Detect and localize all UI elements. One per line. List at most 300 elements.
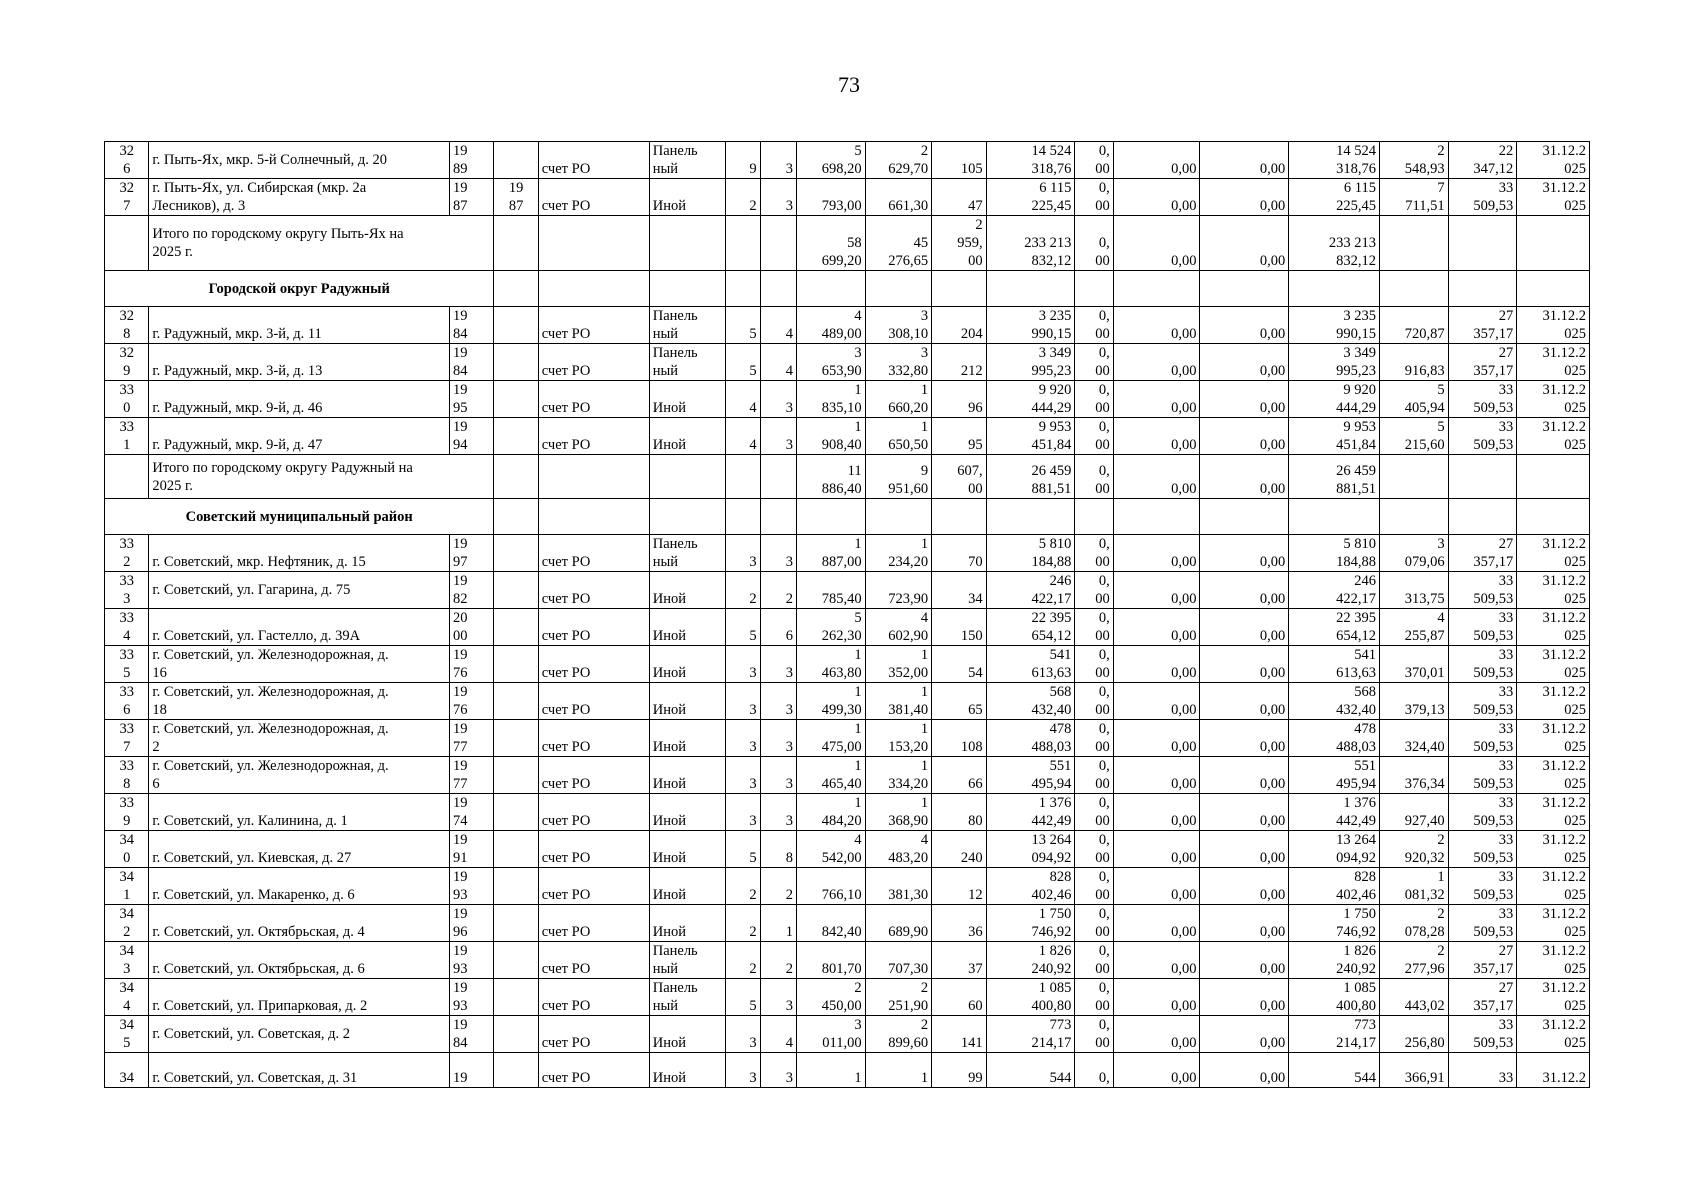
table-cell: счет РО <box>538 794 649 831</box>
table-cell: 2 277,96 <box>1380 942 1449 979</box>
table-cell: 34 <box>105 1053 149 1088</box>
housing-register-table <box>104 141 1590 1088</box>
table-cell: 0, 00 <box>1075 418 1113 455</box>
table-cell: счет РО <box>538 179 649 216</box>
table-cell: 551 495,94 <box>1289 757 1380 794</box>
table-cell <box>538 271 649 307</box>
table-cell: 5 810 184,88 <box>986 535 1075 572</box>
table-cell: счет РО <box>538 942 649 979</box>
table-cell <box>538 455 649 499</box>
table-cell: 773 214,17 <box>986 1016 1075 1053</box>
table-cell <box>865 271 932 307</box>
table-cell: 19 93 <box>450 979 494 1016</box>
table-cell <box>760 216 796 271</box>
address-cell: г. Радужный, мкр. 3-й, д. 11 <box>149 307 450 344</box>
table-cell: 0, 00 <box>1075 868 1113 905</box>
table-cell: 0, 00 <box>1075 344 1113 381</box>
table-cell: 1 465,40 <box>796 757 865 794</box>
table-cell: счет РО <box>538 979 649 1016</box>
table-cell <box>760 455 796 499</box>
table-cell: 3 <box>760 720 796 757</box>
table-cell: Панель ный <box>649 142 726 179</box>
table-cell: 1 475,00 <box>796 720 865 757</box>
address-cell: г. Советский, ул. Железнодорожная, д. 16 <box>149 646 450 683</box>
address-cell: г. Советский, ул. Киевская, д. 27 <box>149 831 450 868</box>
table-cell: 927,40 <box>1380 794 1449 831</box>
table-cell: 3 011,00 <box>796 1016 865 1053</box>
table-cell: 34 5 <box>105 1016 149 1053</box>
table-row <box>105 179 1590 216</box>
table-cell: 3 <box>760 381 796 418</box>
table-cell: 5 262,30 <box>796 609 865 646</box>
table-cell: 31.12.2 025 <box>1517 179 1590 216</box>
table-cell: 1 484,20 <box>796 794 865 831</box>
table-cell: 0,00 <box>1113 535 1200 572</box>
table-cell: 19 87 <box>450 179 494 216</box>
table-cell: Иной <box>649 1053 726 1088</box>
address-cell: г. Советский, ул. Калинина, д. 1 <box>149 794 450 831</box>
table-cell: 31.12.2 025 <box>1517 720 1590 757</box>
table-cell: 5 810 184,88 <box>1289 535 1380 572</box>
table-cell: Иной <box>649 381 726 418</box>
table-cell: 19 77 <box>450 720 494 757</box>
table-cell: 3 <box>760 535 796 572</box>
table-cell: 9 951,60 <box>865 455 932 499</box>
table-cell: 0,00 <box>1200 609 1289 646</box>
table-cell: 773 214,17 <box>1289 1016 1380 1053</box>
table-cell: 33 <box>1448 1053 1517 1088</box>
table-cell: 27 357,17 <box>1448 344 1517 381</box>
table-cell: 661,30 <box>865 179 932 216</box>
table-row <box>105 868 1590 905</box>
table-cell <box>494 572 538 609</box>
table-cell: 0,00 <box>1113 831 1200 868</box>
table-cell: 19 87 <box>494 179 538 216</box>
table-cell: 1 <box>760 905 796 942</box>
table-cell: 1 887,00 <box>796 535 865 572</box>
table-cell: 0,00 <box>1113 905 1200 942</box>
table-cell: 4 <box>760 307 796 344</box>
table-cell: 5 <box>726 609 760 646</box>
table-cell: 3 <box>760 179 796 216</box>
table-cell: 720,87 <box>1380 307 1449 344</box>
table-row <box>105 831 1590 868</box>
table-cell: 22 395 654,12 <box>1289 609 1380 646</box>
table-cell: 707,30 <box>865 942 932 979</box>
table-cell: 0,00 <box>1113 216 1200 271</box>
table-cell: 3 <box>726 720 760 757</box>
table-cell: 31.12.2 025 <box>1517 942 1590 979</box>
table-cell <box>494 535 538 572</box>
table-cell: 19 74 <box>450 794 494 831</box>
address-cell: г. Советский, ул. Макаренко, д. 6 <box>149 868 450 905</box>
table-cell: 31.12.2 025 <box>1517 794 1590 831</box>
table-cell: 324,40 <box>1380 720 1449 757</box>
table-cell: 45 276,65 <box>865 216 932 271</box>
table-cell: 0, 00 <box>1075 942 1113 979</box>
table-cell: 4 602,90 <box>865 609 932 646</box>
total-label: Итого по городскому округу Радужный на 2025 г. <box>149 455 494 499</box>
table-row <box>105 683 1590 720</box>
table-body <box>105 142 1590 1088</box>
table-cell: 2 920,32 <box>1380 831 1449 868</box>
table-cell: 3 <box>760 757 796 794</box>
table-cell <box>1448 216 1517 271</box>
table-row <box>105 344 1590 381</box>
table-cell: 33 509,53 <box>1448 609 1517 646</box>
address-cell: г. Советский, ул. Гагарина, д. 75 <box>149 572 450 609</box>
address-cell: г. Советский, ул. Припарковая, д. 2 <box>149 979 450 1016</box>
table-cell <box>726 499 760 535</box>
table-cell: 0,00 <box>1200 720 1289 757</box>
table-cell: 0,00 <box>1200 831 1289 868</box>
table-cell: 11 886,40 <box>796 455 865 499</box>
table-cell: 916,83 <box>1380 344 1449 381</box>
table-cell: счет РО <box>538 1016 649 1053</box>
table-cell: 0,00 <box>1113 418 1200 455</box>
table-row <box>105 535 1590 572</box>
table-cell: 1 826 240,92 <box>986 942 1075 979</box>
table-cell: 0,00 <box>1200 942 1289 979</box>
table-cell <box>1289 271 1380 307</box>
table-cell: 2 078,28 <box>1380 905 1449 942</box>
table-cell: 1 826 240,92 <box>1289 942 1380 979</box>
table-cell: 0, 00 <box>1075 720 1113 757</box>
table-cell: 19 95 <box>450 381 494 418</box>
table-cell: Панель ный <box>649 344 726 381</box>
table-row <box>105 572 1590 609</box>
table-cell: 33 7 <box>105 720 149 757</box>
table-row <box>105 757 1590 794</box>
table-cell: 2 548,93 <box>1380 142 1449 179</box>
table-cell: 0, 00 <box>1075 683 1113 720</box>
table-cell: 105 <box>932 142 986 179</box>
table-cell: 65 <box>932 683 986 720</box>
table-cell: 0, 00 <box>1075 979 1113 1016</box>
table-cell <box>796 271 865 307</box>
table-cell <box>494 794 538 831</box>
table-cell: 0,00 <box>1113 979 1200 1016</box>
table-cell: 13 264 094,92 <box>1289 831 1380 868</box>
table-cell: 551 495,94 <box>986 757 1075 794</box>
table-cell: 2 <box>760 942 796 979</box>
section-header-row <box>105 499 1590 535</box>
table-cell: 0, 00 <box>1075 455 1113 499</box>
section-title: Советский муниципальный район <box>105 499 494 535</box>
table-cell: 9 <box>726 142 760 179</box>
table-cell: 33 509,53 <box>1448 418 1517 455</box>
table-cell <box>1380 216 1449 271</box>
section-title: Городской округ Радужный <box>105 271 494 307</box>
table-cell <box>494 344 538 381</box>
table-cell <box>1517 455 1590 499</box>
table-cell: Иной <box>649 868 726 905</box>
table-cell: 19 77 <box>450 757 494 794</box>
table-cell: 366,91 <box>1380 1053 1449 1088</box>
table-cell <box>494 757 538 794</box>
table-cell: 1 <box>865 1053 932 1088</box>
table-cell: 0, 00 <box>1075 535 1113 572</box>
table-cell <box>494 868 538 905</box>
table-cell <box>1289 499 1380 535</box>
table-cell: 33 509,53 <box>1448 572 1517 609</box>
table-cell: 1 376 442,49 <box>1289 794 1380 831</box>
table-cell: 3 <box>760 142 796 179</box>
table-cell: 19 76 <box>450 683 494 720</box>
table-cell: 4 483,20 <box>865 831 932 868</box>
table-cell: 1 334,20 <box>865 757 932 794</box>
table-cell: 4 255,87 <box>1380 609 1449 646</box>
table-cell: 22 395 654,12 <box>986 609 1075 646</box>
table-cell: 31.12.2 025 <box>1517 381 1590 418</box>
table-cell: 150 <box>932 609 986 646</box>
table-cell: 34 4 <box>105 979 149 1016</box>
table-cell: 246 422,17 <box>986 572 1075 609</box>
section-header-row <box>105 271 1590 307</box>
table-cell <box>494 609 538 646</box>
table-cell: 3 <box>760 646 796 683</box>
table-cell: 0,00 <box>1113 307 1200 344</box>
table-cell: 0,00 <box>1200 307 1289 344</box>
table-cell <box>494 455 538 499</box>
table-cell: 3 <box>726 535 760 572</box>
table-cell: 9 953 451,84 <box>1289 418 1380 455</box>
table-cell: 33 6 <box>105 683 149 720</box>
table-cell: 766,10 <box>796 868 865 905</box>
table-cell: 19 84 <box>450 344 494 381</box>
table-cell: 22 347,12 <box>1448 142 1517 179</box>
table-cell: 478 488,03 <box>986 720 1075 757</box>
table-cell: счет РО <box>538 142 649 179</box>
table-cell: 20 00 <box>450 609 494 646</box>
table-cell: 27 357,17 <box>1448 942 1517 979</box>
table-cell: 5 <box>726 979 760 1016</box>
table-cell: 4 489,00 <box>796 307 865 344</box>
table-cell: 31.12.2 <box>1517 1053 1590 1088</box>
table-cell: 0,00 <box>1200 216 1289 271</box>
table-cell <box>494 831 538 868</box>
table-cell: 19 94 <box>450 418 494 455</box>
table-cell: Иной <box>649 418 726 455</box>
table-cell: 70 <box>932 535 986 572</box>
table-cell <box>538 499 649 535</box>
table-cell: 0, 00 <box>1075 216 1113 271</box>
table-cell: 19 93 <box>450 868 494 905</box>
table-cell: 0,00 <box>1200 142 1289 179</box>
table-cell <box>1075 271 1113 307</box>
table-cell: 34 <box>932 572 986 609</box>
table-cell: 0,00 <box>1200 1016 1289 1053</box>
table-cell: 2 <box>726 942 760 979</box>
table-cell: 31.12.2 025 <box>1517 646 1590 683</box>
table-cell: 3 <box>726 646 760 683</box>
table-cell: 5 <box>726 831 760 868</box>
table-cell: 0, 00 <box>1075 794 1113 831</box>
table-cell: 3 <box>760 418 796 455</box>
address-cell: г. Советский, ул. Октябрьская, д. 4 <box>149 905 450 942</box>
table-cell <box>494 646 538 683</box>
table-cell <box>494 216 538 271</box>
table-cell: 33 509,53 <box>1448 905 1517 942</box>
table-row <box>105 609 1590 646</box>
table-cell: 60 <box>932 979 986 1016</box>
table-cell: 0,00 <box>1113 720 1200 757</box>
table-cell <box>494 720 538 757</box>
table-cell: 723,90 <box>865 572 932 609</box>
table-cell: 2 <box>760 572 796 609</box>
table-cell: 1 750 746,92 <box>1289 905 1380 942</box>
table-cell: 0,00 <box>1113 142 1200 179</box>
table-row <box>105 418 1590 455</box>
table-cell: 13 264 094,92 <box>986 831 1075 868</box>
table-cell: Панель ный <box>649 979 726 1016</box>
table-cell: 19 84 <box>450 307 494 344</box>
table-cell: 0,00 <box>1200 757 1289 794</box>
table-cell <box>1113 271 1200 307</box>
table-cell: 33 509,53 <box>1448 720 1517 757</box>
table-cell: 31.12.2 025 <box>1517 1016 1590 1053</box>
table-cell: Иной <box>649 609 726 646</box>
address-cell: г. Радужный, мкр. 9-й, д. 46 <box>149 381 450 418</box>
table-cell <box>796 499 865 535</box>
table-cell: 0, 00 <box>1075 381 1113 418</box>
table-cell: 544 <box>986 1053 1075 1088</box>
table-cell: 5 405,94 <box>1380 381 1449 418</box>
table-cell: Иной <box>649 683 726 720</box>
table-cell: 31.12.2 025 <box>1517 142 1590 179</box>
table-cell <box>649 455 726 499</box>
table-cell: 233 213 832,12 <box>1289 216 1380 271</box>
table-cell: 34 3 <box>105 942 149 979</box>
table-cell: 0,00 <box>1200 683 1289 720</box>
table-cell: 6 115 225,45 <box>1289 179 1380 216</box>
table-cell <box>1448 499 1517 535</box>
table-cell: 370,01 <box>1380 646 1449 683</box>
table-cell: 14 524 318,76 <box>986 142 1075 179</box>
table-cell: 7 711,51 <box>1380 179 1449 216</box>
table-cell: 785,40 <box>796 572 865 609</box>
address-cell: г. Советский, ул. Гастелло, д. 39А <box>149 609 450 646</box>
table-cell: 212 <box>932 344 986 381</box>
table-cell: 33 509,53 <box>1448 868 1517 905</box>
table-cell: 9 920 444,29 <box>1289 381 1380 418</box>
table-cell: 19 91 <box>450 831 494 868</box>
table-cell: 1 376 442,49 <box>986 794 1075 831</box>
table-cell <box>986 499 1075 535</box>
table-cell <box>1517 271 1590 307</box>
table-cell: 313,75 <box>1380 572 1449 609</box>
table-cell: 36 <box>932 905 986 942</box>
table-cell: 19 82 <box>450 572 494 609</box>
table-cell: 2 <box>726 868 760 905</box>
table-cell: Иной <box>649 1016 726 1053</box>
table-cell: 568 432,40 <box>1289 683 1380 720</box>
table-cell <box>1200 499 1289 535</box>
table-cell: 0, 00 <box>1075 307 1113 344</box>
table-cell: счет РО <box>538 307 649 344</box>
table-cell: Иной <box>649 572 726 609</box>
table-cell: 0,00 <box>1113 646 1200 683</box>
table-cell: 379,13 <box>1380 683 1449 720</box>
table-cell: 801,70 <box>796 942 865 979</box>
table-cell <box>494 905 538 942</box>
table-cell: 19 76 <box>450 646 494 683</box>
table-row <box>105 646 1590 683</box>
table-cell: 33 509,53 <box>1448 1016 1517 1053</box>
table-cell: 8 <box>760 831 796 868</box>
table-cell: 3 349 995,23 <box>1289 344 1380 381</box>
table-cell: 33 1 <box>105 418 149 455</box>
table-cell: 14 524 318,76 <box>1289 142 1380 179</box>
table-cell: 0,00 <box>1200 418 1289 455</box>
table-cell: 1 234,20 <box>865 535 932 572</box>
table-cell <box>494 142 538 179</box>
table-cell: 33 509,53 <box>1448 179 1517 216</box>
table-cell: 4 <box>726 418 760 455</box>
table-cell: 1 081,32 <box>1380 868 1449 905</box>
table-cell: 240 <box>932 831 986 868</box>
table-cell <box>760 271 796 307</box>
table-cell: 0, 00 <box>1075 142 1113 179</box>
table-row <box>105 979 1590 1016</box>
table-cell: 33 8 <box>105 757 149 794</box>
table-cell <box>1448 455 1517 499</box>
table-cell <box>649 216 726 271</box>
table-row <box>105 942 1590 979</box>
table-cell: 9 953 451,84 <box>986 418 1075 455</box>
table-cell: 4 <box>760 1016 796 1053</box>
table-cell: 33 5 <box>105 646 149 683</box>
table-cell: 2 899,60 <box>865 1016 932 1053</box>
table-cell: 1 381,40 <box>865 683 932 720</box>
table-cell: счет РО <box>538 609 649 646</box>
table-cell <box>105 216 149 271</box>
table-cell: 3 235 990,15 <box>1289 307 1380 344</box>
table-cell <box>1380 455 1449 499</box>
table-cell: 0,00 <box>1113 381 1200 418</box>
table-cell: 2 <box>726 905 760 942</box>
table-cell: 544 <box>1289 1053 1380 1088</box>
table-cell: 0,00 <box>1200 979 1289 1016</box>
table-cell: Иной <box>649 646 726 683</box>
table-cell: 33 0 <box>105 381 149 418</box>
total-row <box>105 216 1590 271</box>
table-cell <box>494 683 538 720</box>
table-cell: счет РО <box>538 418 649 455</box>
table-cell: 381,30 <box>865 868 932 905</box>
table-cell: 0,00 <box>1200 794 1289 831</box>
table-cell: 58 699,20 <box>796 216 865 271</box>
table-cell <box>538 216 649 271</box>
total-label: Итого по городскому округу Пыть-Ях на 2025 г. <box>149 216 494 271</box>
address-cell: г. Советский, ул. Железнодорожная, д. 6 <box>149 757 450 794</box>
table-cell: 1 908,40 <box>796 418 865 455</box>
table-cell: 33 509,53 <box>1448 831 1517 868</box>
table-row <box>105 307 1590 344</box>
table-cell <box>986 271 1075 307</box>
table-cell: 0, <box>1075 1053 1113 1088</box>
table-cell: 33 509,53 <box>1448 381 1517 418</box>
table-cell: 31.12.2 025 <box>1517 757 1590 794</box>
table-cell <box>1075 499 1113 535</box>
table-cell: 0, 00 <box>1075 646 1113 683</box>
table-cell: 19 93 <box>450 942 494 979</box>
table-cell: 3 349 995,23 <box>986 344 1075 381</box>
table-cell: 33 9 <box>105 794 149 831</box>
table-cell: счет РО <box>538 572 649 609</box>
table-cell: 541 613,63 <box>986 646 1075 683</box>
table-cell <box>494 1053 538 1088</box>
